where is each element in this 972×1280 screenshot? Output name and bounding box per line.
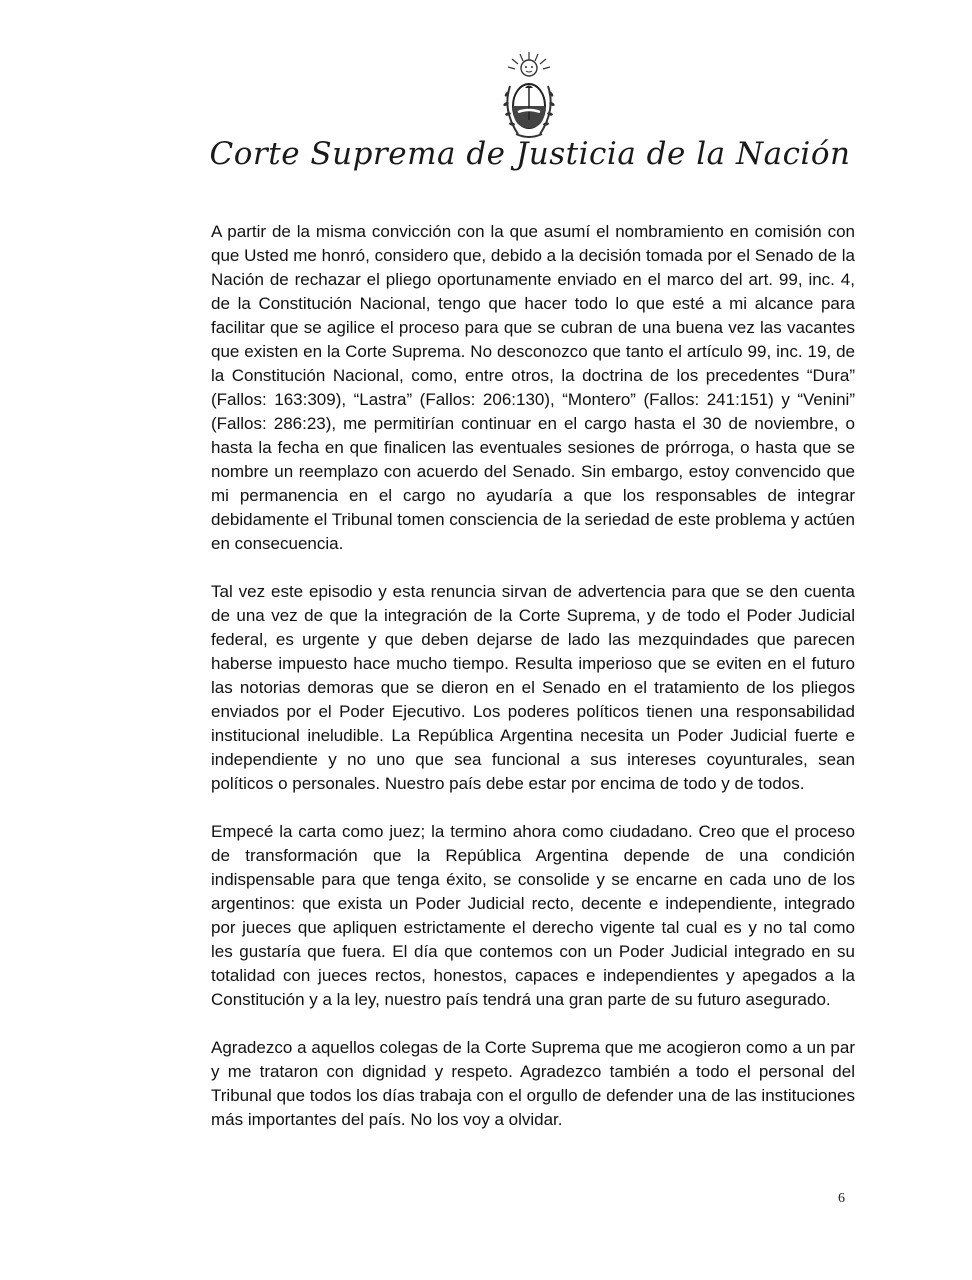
paragraph-4: Agradezco a aquellos colegas de la Corte Suprema que me acogieron como a un par y me trataron con dignidad y respeto. Agradezco también a todo el personal del Tribunal que todos los días trabaja con el orgullo de defender una de las instituciones más importantes del país. No los voy a olvidar. — [211, 1038, 855, 1129]
court-letterhead-title: Corte Suprema de Justicia de la Nación — [209, 136, 851, 172]
paragraph-1: A partir de la misma convicción con la que asumí el nombramiento en comisión con que Usted me honró, considero que, debido a la decisión tomada por el Senado de la Nación de rechazar el pliego oportunamente enviado en el marco del art. 99, inc. 4, de la Constitución Nacional, tengo que hacer todo lo que esté a mi alcance para facilitar que se agilice el proceso para que se cubran de una buena vez las vacantes que existen en la Corte Suprema. No desconozco que tanto el artículo 99, inc. 19, de la Constitución Nacional, como, entre otros, la doctrina de los precedentes “Dura” (Fallos: 163:309), “Lastra” (Fallos: 206:130), “Montero” (Fallos: 241:151) y “Venini” (Fallos: 286:23), me permitirían continuar en el cargo hasta el 30 de noviembre, o hasta la fecha en que finalicen las eventuales sesiones de prórroga, o hasta que se nombre un reemplazo con acuerdo del Senado. Sin embargo, estoy convencido que mi permanencia en el cargo no ayudaría a que los responsables de integrar debidamente el Tribunal tomen consciencia de la seriedad de este problema y actúen en consecuencia. — [211, 222, 855, 553]
page-number: 6 — [838, 1191, 845, 1206]
paragraph-3: Empecé la carta como juez; la termino ahora como ciudadano. Creo que el proceso de transformación que la República Argentina depende de una condición indispensable para que tenga éxito, se consolide y se encarne en cada uno de los argentinos: que exista un Poder Judicial recto, decente e independiente, integrado por jueces que apliquen estrictamente el derecho vigente tal cual es y no tal como les gustaría que fuera. El día que contemos con un Poder Judicial integrado en su totalidad con jueces rectos, honestos, capaces e independientes y apegados a la Constitución y a la ley, nuestro país tendrá una gran parte de su futuro asegurado. — [211, 822, 855, 1009]
letter-body — [211, 220, 855, 1156]
paragraph-2: Tal vez este episodio y esta renuncia sirvan de advertencia para que se den cuenta de una vez de que la integración de la Corte Suprema, y de todo el Poder Judicial federal, es urgente y que deben dejarse de lado las mezquindades que parecen haberse impuesto hace mucho tiempo. Resulta imperioso que se eviten en el futuro las notorias demoras que se dieron en el Senado en el tratamiento de los pliegos enviados por el Poder Ejecutivo. Los poderes políticos tienen una responsabilidad institucional ineludible. La República Argentina necesita un Poder Judicial fuerte e independiente y no uno que sea funcional a sus intereses coyunturales, sean políticos o personales. Nuestro país debe estar por encima de todo y de todos. — [211, 582, 855, 793]
argentine-coat-of-arms-icon — [498, 50, 560, 142]
